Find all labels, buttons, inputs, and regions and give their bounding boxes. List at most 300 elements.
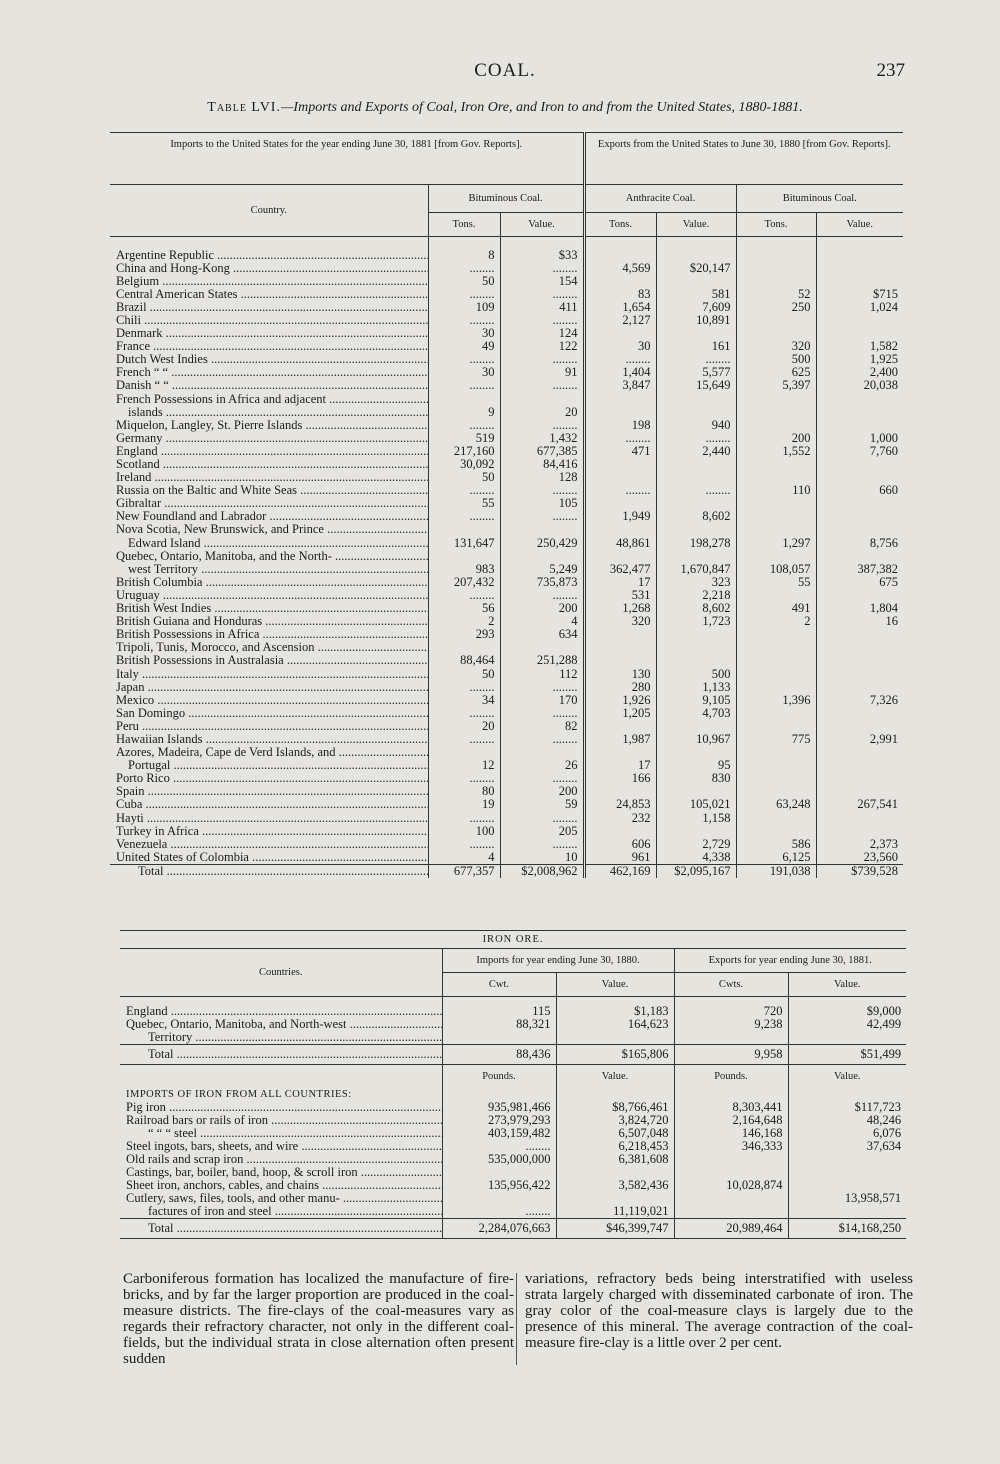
value-cell: ........ (500, 838, 584, 851)
pounds-header: Pounds. (674, 1064, 788, 1088)
value-cell: 198,278 (656, 537, 736, 550)
spacer-cell (674, 997, 788, 1005)
country-cell (110, 537, 428, 550)
value-cell: 320 (736, 340, 816, 353)
value-cell: ........ (656, 432, 736, 445)
value-cell: 2,218 (656, 589, 736, 602)
coal-table-body (110, 249, 903, 879)
table-row (110, 654, 903, 667)
country-name: Italy ..... (116, 668, 428, 681)
value-cell: 1,949 (584, 510, 656, 523)
blank-cell (120, 1064, 442, 1088)
value-cell: 6,125 (736, 851, 816, 865)
country-name: Quebec, Ontario, Manitoba, and the North- ..... (116, 550, 428, 563)
value-cell (428, 746, 500, 759)
value-cell: 5,577 (656, 366, 736, 379)
value-cell (816, 785, 903, 798)
value-cell: 634 (500, 628, 584, 641)
value-cell: 10,891 (656, 314, 736, 327)
value-cell: ........ (428, 379, 500, 392)
value-cell (816, 628, 903, 641)
value-cell: 105 (500, 497, 584, 510)
value-header: Value. (788, 973, 906, 997)
value-cell: 1,925 (869, 353, 899, 367)
value-cell: 42,499 (866, 1017, 902, 1031)
value-cell (656, 327, 736, 340)
total-value-cell: $2,095,167 (656, 864, 736, 878)
value-cell: 3,824,720 (556, 1114, 674, 1127)
value-cell (788, 1179, 906, 1192)
value-cell: 88,321 (442, 1018, 556, 1031)
country-name: west Territory ..... (128, 563, 428, 576)
total-value-cell: $739,528 (816, 864, 903, 878)
value-cell: 82 (500, 720, 584, 733)
value-cell: ........ (428, 681, 500, 694)
value-cell: 161 (656, 340, 736, 353)
value-cell: $1,183 (556, 1005, 674, 1018)
value-cell: 2,373 (869, 837, 899, 851)
country-name: British Possessions in Australasia ..... (116, 654, 428, 667)
country-cell (110, 288, 428, 301)
value-cell (816, 471, 903, 484)
country-cell (110, 301, 428, 314)
value-cell: 49 (428, 340, 500, 353)
value-cell: 200 (500, 602, 584, 615)
value-cell: ........ (428, 353, 500, 366)
value-cell: 2,284,076,663 (442, 1219, 556, 1239)
value-cell: 250 (736, 301, 816, 314)
table-row (120, 1205, 906, 1219)
table-row (110, 550, 903, 563)
value-cell (656, 550, 736, 563)
row-label-cell (120, 1140, 442, 1153)
coal-imports-header: Imports to the United States for the year ending June 30, 1881 [from Gov. Reports]. (110, 133, 584, 185)
value-cell (500, 641, 584, 654)
value-cell (500, 393, 584, 406)
table-row (110, 576, 903, 589)
value-cell (788, 1031, 906, 1045)
country-cell (110, 340, 428, 353)
value-cell: 1,552 (736, 445, 816, 458)
value-cell (736, 785, 816, 798)
table-row (110, 746, 903, 759)
value-cell: 17 (584, 759, 656, 772)
value-cell: 1,297 (736, 537, 816, 550)
row-label: Old rails and scrap iron ..... (126, 1153, 442, 1166)
table-row (110, 393, 903, 406)
value-cell: 30 (428, 327, 500, 340)
value-cell: 1,158 (656, 812, 736, 825)
row-label: Total ..... (148, 1221, 442, 1235)
table-row (110, 458, 903, 471)
value-cell: 135,956,422 (442, 1179, 556, 1192)
export-bituminous-header: Bituminous Coal. (736, 185, 903, 213)
value-cell (656, 785, 736, 798)
value-cell: 30 (428, 366, 500, 379)
country-name: New Foundland and Labrador ..... (116, 510, 428, 523)
country-name: Chili ..... (116, 314, 428, 327)
value-cell (816, 314, 903, 327)
row-label-cell (120, 1166, 442, 1179)
value-cell: 8,303,441 (674, 1101, 788, 1114)
value-cell: 146,168 (674, 1127, 788, 1140)
total-value-cell: 462,169 (584, 864, 656, 878)
table-row (110, 733, 903, 746)
row-label-cell (120, 1153, 442, 1166)
value-cell: 500 (656, 668, 736, 681)
country-name: Danish “ “ ..... (116, 379, 428, 392)
iron-ore-section-title: IRON ORE. (120, 931, 906, 949)
value-cell: ........ (500, 681, 584, 694)
value-cell (500, 523, 584, 536)
value-cell (428, 393, 500, 406)
value-cell: 19 (428, 798, 500, 811)
value-cell (584, 327, 656, 340)
value-cell: 88,464 (428, 654, 500, 667)
value-cell: ........ (428, 314, 500, 327)
country-cell (110, 366, 428, 379)
value-cell: $51,499 (788, 1044, 906, 1064)
value-cell: 55 (428, 497, 500, 510)
country-cell (110, 275, 428, 288)
value-cell (816, 720, 903, 733)
value-cell (736, 249, 816, 262)
value-cell: 23,560 (863, 850, 899, 864)
country-name: British West Indies ..... (116, 602, 428, 615)
row-label: factures of iron and steel ..... (148, 1205, 442, 1218)
row-label: Sheet iron, anchors, cables, and chains ..... (126, 1179, 442, 1192)
table-row (110, 615, 903, 628)
country-name: Porto Rico ..... (116, 772, 428, 785)
value-cell (816, 825, 903, 838)
value-cell (816, 419, 903, 432)
value-cell (556, 1192, 674, 1205)
country-name: Uruguay ..... (116, 589, 428, 602)
table-row (110, 275, 903, 288)
value-cell: 387,382 (857, 562, 899, 576)
total-value-cell: 677,357 (428, 864, 500, 878)
country-cell (110, 654, 428, 667)
value-cell: 124 (500, 327, 584, 340)
country-name: Central American States ..... (116, 288, 428, 301)
value-cell: 10,967 (656, 733, 736, 746)
value-cell (584, 550, 656, 563)
value-cell (816, 393, 903, 406)
value-header: Value. (556, 973, 674, 997)
value-cell: 625 (736, 366, 816, 379)
prose-right-column: variations, refractory beds being interstratified with useless strata largely charged with disseminated carbonate of iron. The gray color of the coal-measure clays is largely due to the presence of this mineral. The average contraction of the coal-measure fire-clay is a little over 2 per cent. (525, 1271, 913, 1352)
value-cell (674, 1192, 788, 1205)
country-cell (110, 785, 428, 798)
value-cell (816, 550, 903, 563)
value-cell (656, 654, 736, 667)
country-cell (110, 838, 428, 851)
value-cell: 519 (428, 432, 500, 445)
value-cell (584, 746, 656, 759)
value-cell (736, 458, 816, 471)
table-row (110, 707, 903, 720)
value-cell: ........ (656, 484, 736, 497)
country-name: Edward Island ..... (128, 537, 428, 550)
iron-table (120, 930, 906, 1239)
value-cell: 961 (584, 851, 656, 865)
country-name: islands ..... (128, 406, 428, 419)
value-cell: 1,404 (584, 366, 656, 379)
pounds-header: Pounds. (442, 1064, 556, 1088)
countries-column-header: Countries. (120, 949, 442, 997)
value-header: Value. (656, 213, 736, 237)
value-cell: 7,609 (656, 301, 736, 314)
tons-header: Tons. (428, 213, 500, 237)
value-cell (656, 249, 736, 262)
country-name: Germany ..... (116, 432, 428, 445)
total-label: Total ..... (138, 864, 428, 878)
country-cell (110, 759, 428, 772)
table-row (110, 628, 903, 641)
value-cell: 4 (500, 615, 584, 628)
value-cell: 250,429 (500, 537, 584, 550)
iron-imports-heading: IMPORTS OF IRON FROM ALL COUNTRIES: (120, 1088, 442, 1101)
row-label-cell (120, 1044, 442, 1064)
table-row (110, 379, 903, 392)
table-row (120, 1192, 906, 1205)
value-cell (736, 471, 816, 484)
value-cell: 4 (428, 851, 500, 865)
value-cell (674, 1166, 788, 1179)
table-row (110, 563, 903, 576)
row-label: Steel ingots, bars, sheets, and wire ..... (126, 1140, 442, 1153)
value-cell: ........ (500, 484, 584, 497)
country-name: British Guiana and Honduras ..... (116, 615, 428, 628)
value-cell: 935,981,466 (442, 1101, 556, 1114)
country-name: Dutch West Indies ..... (116, 353, 428, 366)
country-cell (110, 432, 428, 445)
table-row (110, 249, 903, 262)
value-cell (584, 275, 656, 288)
value-cell (736, 510, 816, 523)
value-cell (788, 1166, 906, 1179)
value-cell: 232 (584, 812, 656, 825)
table-row (110, 497, 903, 510)
value-cell (736, 812, 816, 825)
value-cell: 217,160 (428, 445, 500, 458)
total-label-cell (110, 864, 428, 878)
country-cell (110, 576, 428, 589)
value-cell: 115 (442, 1005, 556, 1018)
row-label: England ..... (126, 1005, 442, 1018)
table-row (110, 825, 903, 838)
value-cell: 362,477 (584, 563, 656, 576)
country-cell (110, 798, 428, 811)
value-cell (442, 1166, 556, 1179)
value-cell (736, 327, 816, 340)
value-cell: 2,440 (656, 445, 736, 458)
country-cell (110, 668, 428, 681)
country-cell (110, 497, 428, 510)
value-cell: ........ (584, 353, 656, 366)
table-caption-text: —Imports and Exports of Coal, Iron Ore, and Iron to and from the United States, 1880-1881. (280, 100, 803, 115)
table-row (110, 484, 903, 497)
country-name: England ..... (116, 445, 428, 458)
value-cell: $33 (500, 249, 584, 262)
country-cell (110, 602, 428, 615)
country-cell (110, 262, 428, 275)
table-row (110, 406, 903, 419)
country-cell (110, 550, 428, 563)
value-cell: 1,396 (736, 694, 816, 707)
value-cell: ........ (500, 812, 584, 825)
value-cell (736, 497, 816, 510)
value-cell: 164,623 (556, 1018, 674, 1031)
table-row (120, 1140, 906, 1153)
coal-exports-header: Exports from the United States to June 30, 1880 [from Gov. Reports]. (584, 133, 903, 185)
country-name: Denmark ..... (116, 327, 428, 340)
running-head (105, 60, 905, 88)
value-cell: 4,338 (656, 851, 736, 865)
value-cell (442, 1031, 556, 1045)
value-cell (736, 550, 816, 563)
blank-cell (556, 1088, 674, 1101)
value-cell: 8,602 (656, 510, 736, 523)
table-row (120, 1219, 906, 1239)
value-cell: 6,076 (872, 1127, 902, 1140)
value-cell: 59 (500, 798, 584, 811)
table-row (110, 353, 903, 366)
table-row (110, 537, 903, 550)
value-cell: 122 (500, 340, 584, 353)
value-cell (674, 1031, 788, 1045)
value-cell: 346,333 (674, 1140, 788, 1153)
value-cell: 200 (736, 432, 816, 445)
value-cell: 6,381,608 (556, 1153, 674, 1166)
value-cell (736, 523, 816, 536)
value-cell: 606 (584, 838, 656, 851)
country-name: Argentine Republic ..... (116, 249, 428, 262)
spacer-cell (442, 997, 556, 1005)
value-cell: 830 (656, 772, 736, 785)
value-cell: ........ (656, 353, 736, 366)
value-cell (656, 746, 736, 759)
value-cell (736, 628, 816, 641)
row-label-cell (120, 1018, 442, 1031)
country-cell (110, 851, 428, 865)
value-cell: ........ (500, 707, 584, 720)
value-cell (584, 406, 656, 419)
row-label-cell (120, 1205, 442, 1219)
value-cell: 20 (500, 406, 584, 419)
country-name: British Columbia ..... (116, 576, 428, 589)
value-cell: 1,670,847 (656, 563, 736, 576)
value-cell (816, 406, 903, 419)
table-row (110, 851, 903, 865)
table-row (120, 1044, 906, 1064)
value-cell: $8,766,461 (556, 1101, 674, 1114)
country-cell (110, 458, 428, 471)
value-cell: 6,507,048 (556, 1127, 674, 1140)
country-name: San Domingo ..... (116, 707, 428, 720)
value-cell (788, 1205, 906, 1219)
value-cell (816, 249, 903, 262)
value-cell: 2,400 (869, 366, 899, 380)
total-row (110, 864, 903, 878)
table-row (120, 1031, 906, 1045)
country-cell (110, 445, 428, 458)
value-cell: 26 (500, 759, 584, 772)
country-name: French Possessions in Africa and adjacent ..... (116, 393, 428, 406)
value-cell (656, 471, 736, 484)
value-cell: $165,806 (556, 1044, 674, 1064)
value-cell (656, 720, 736, 733)
value-cell: 16 (885, 615, 899, 629)
value-cell: 110 (736, 484, 816, 497)
value-cell: 198 (584, 419, 656, 432)
value-cell: ........ (428, 772, 500, 785)
country-name: Miquelon, Langley, St. Pierre Islands ..... (116, 419, 428, 432)
value-cell: 48,246 (866, 1114, 902, 1127)
country-cell (110, 707, 428, 720)
row-label-cell (120, 1127, 442, 1140)
value-cell: 3,582,436 (556, 1179, 674, 1192)
value-cell: 88,436 (442, 1044, 556, 1064)
country-cell (110, 327, 428, 340)
blank-cell (442, 1088, 556, 1101)
value-cell: 205 (500, 825, 584, 838)
value-cell (442, 1192, 556, 1205)
value-cell: 112 (500, 668, 584, 681)
value-cell: 1,432 (500, 432, 584, 445)
value-header: Value. (816, 213, 903, 237)
table-row (110, 288, 903, 301)
value-cell: 154 (500, 275, 584, 288)
value-cell: ........ (500, 353, 584, 366)
country-name: Scotland ..... (116, 458, 428, 471)
value-cell: ........ (500, 733, 584, 746)
value-cell (816, 746, 903, 759)
country-name: French “ “ ..... (116, 366, 428, 379)
value-cell (500, 550, 584, 563)
blank-cell (674, 1088, 788, 1101)
value-cell: 11,119,021 (556, 1205, 674, 1219)
spacer-cell (788, 997, 906, 1005)
row-label-cell (120, 1101, 442, 1114)
value-cell: 84,416 (500, 458, 584, 471)
prose-left-column: Carboniferous formation has localized the manufacture of fire-bricks, and by far the larger proportion are produced in the coal-measure districts. The fire-clays of the coal-measures vary as regards their refractory character, not only in the different coal-fields, but the individual strata in close alternation often present sudden (123, 1271, 514, 1368)
value-cell (736, 393, 816, 406)
value-cell (736, 654, 816, 667)
value-cell: 251,288 (500, 654, 584, 667)
value-cell: 293 (428, 628, 500, 641)
row-label: “ “ “ steel ..... (148, 1127, 442, 1140)
value-cell: 775 (736, 733, 816, 746)
value-cell: 1,268 (584, 602, 656, 615)
value-cell: 108,057 (736, 563, 816, 576)
value-cell (584, 523, 656, 536)
value-cell (816, 458, 903, 471)
country-name: France ..... (116, 340, 428, 353)
value-cell: 10,028,874 (674, 1179, 788, 1192)
value-cell: $46,399,747 (556, 1219, 674, 1239)
country-name: Ireland ..... (116, 471, 428, 484)
value-cell (816, 523, 903, 536)
value-cell (428, 550, 500, 563)
value-cell (736, 681, 816, 694)
value-cell: 83 (584, 288, 656, 301)
country-cell (110, 314, 428, 327)
country-cell (110, 641, 428, 654)
value-cell: 403,159,482 (442, 1127, 556, 1140)
value-cell (656, 393, 736, 406)
table-row (110, 314, 903, 327)
